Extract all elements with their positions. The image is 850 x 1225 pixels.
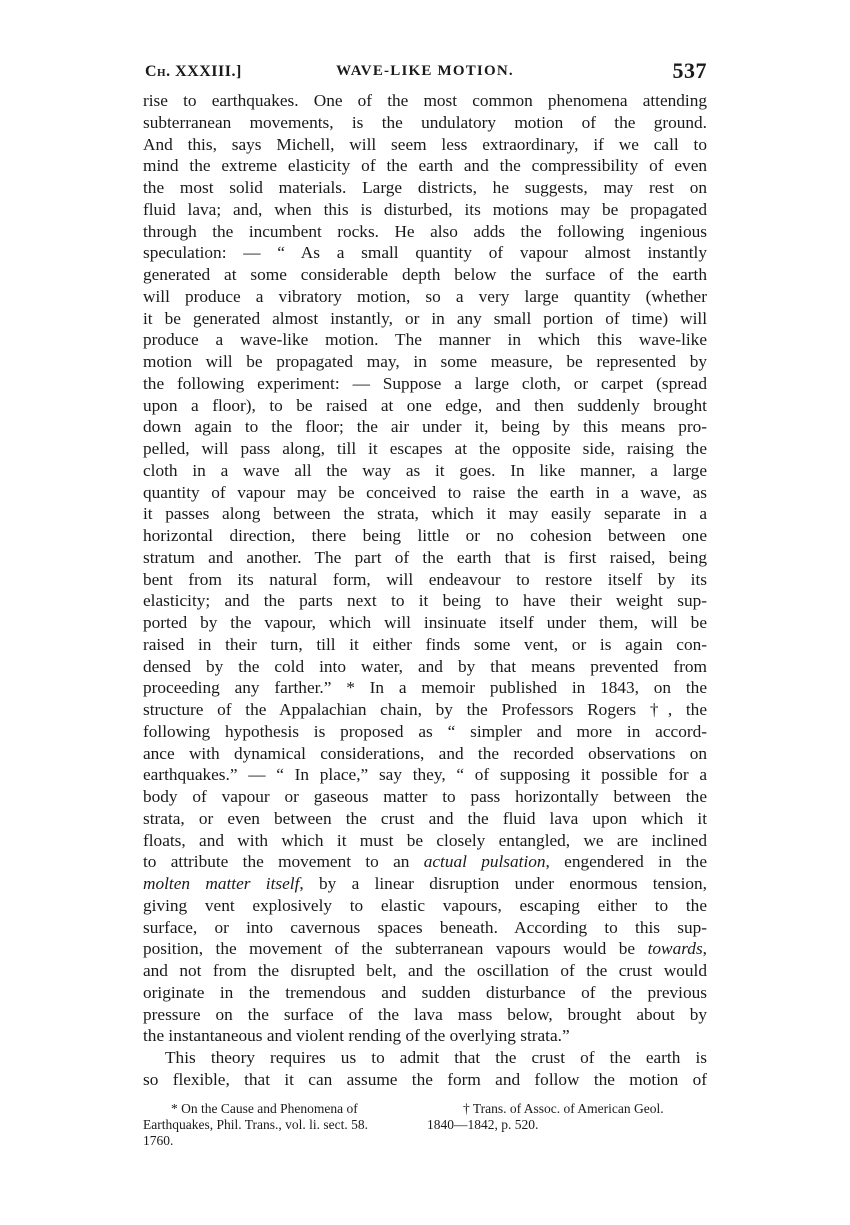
footnote-asterisk — [143, 1101, 423, 1149]
text-line: elasticity; and the parts next to it being to have their weight sup- — [143, 591, 707, 611]
running-header — [143, 56, 707, 90]
text-line: the most solid materials. Large districts, he suggests, may rest on — [143, 178, 707, 197]
text-line: giving vent explosively to elastic vapours, escaping either to the — [143, 895, 707, 915]
paragraph-1 — [143, 90, 707, 1047]
text-line: densed by the cold into water, and by that means prevented from — [143, 656, 707, 676]
text-line: produce a wave-like motion. The manner in which this wave-like — [143, 330, 707, 350]
text-line: surface, or into cavernous spaces beneath. According to this sup- — [143, 917, 707, 937]
text-line: will produce a vibratory motion, so a very large quantity (whether — [143, 286, 707, 306]
text-line: it be generated almost instantly, or in any small portion of time) will — [143, 308, 707, 328]
text-line: down again to the floor; the air under it, being by this means pro- — [143, 417, 707, 437]
text-line: stratum and another. The part of the earth that is first raised, being — [143, 547, 707, 567]
page-heading: WAVE-LIKE MOTION. — [336, 63, 514, 79]
text-line: following hypothesis is proposed as “ simpler and more in accord- — [143, 721, 707, 741]
text-line: originate in the tremendous and sudden disturbance of the previous — [143, 982, 707, 1002]
text-line: the following experiment: — Suppose a large cloth, or carpet (spread — [143, 373, 707, 393]
footnote-line: * On the Cause and Phenomena of — [171, 1100, 358, 1116]
text-line: mind the extreme elasticity of the earth and the compressibility of even — [143, 156, 707, 176]
text-line: horizontal direction, there being little or no cohesion between one — [143, 526, 707, 545]
footnote-line: 1840—1842, p. 520. — [427, 1116, 539, 1132]
footnotes — [143, 1101, 707, 1161]
text-line: motion will be propagated may, in some measure, be represented by — [143, 352, 707, 371]
text-line: structure of the Appalachian chain, by the Professors Rogers †, the — [143, 700, 707, 719]
text-fragment: , by a linear disruption under enormous tension, — [299, 874, 707, 893]
text-line: This theory requires us to admit that the crust of the earth is — [165, 1048, 707, 1067]
text-line: floats, and with which it must be closely entangled, we are inclined — [143, 830, 707, 850]
main-text — [143, 90, 707, 1091]
text-line — [143, 851, 707, 873]
text-line: pelled, will pass along, till it escapes at the opposite side, raising the — [143, 439, 707, 458]
page-number: 537 — [672, 58, 707, 83]
text-line: pressure on the surface of the lava mass below, brought about by — [143, 1004, 707, 1024]
text-fragment: position, the movement of the subterranean vapours would be — [143, 939, 648, 959]
emphasis-text: actual pulsation — [423, 852, 546, 872]
emphasis-text: towards — [647, 939, 703, 959]
text-line: proceeding any farther.” * In a memoir published in 1843, on the — [143, 678, 707, 698]
text-line — [143, 938, 707, 960]
text-line: And this, says Michell, will seem less extraordinary, if we call to — [143, 134, 707, 154]
paragraph-2 — [143, 1047, 707, 1091]
text-fragment: , — [702, 939, 707, 959]
emphasis-text: molten matter itself — [143, 874, 300, 893]
text-line: subterranean movements, is the undulatory motion of the ground. — [143, 112, 707, 132]
text-line — [143, 873, 707, 895]
text-line: earthquakes.” — “ In place,” say they, “ of supposing it possible for a — [143, 765, 707, 785]
text-fragment: to attribute the movement to an — [143, 852, 424, 872]
text-line: fluid lava; and, when this is disturbed, its motions may be propagated — [143, 199, 707, 219]
text-line: generated at some considerable depth below the surface of the earth — [143, 265, 707, 284]
text-fragment: , engendered in the — [545, 852, 707, 872]
text-line: bent from its natural form, will endeavour to restore itself by its — [143, 569, 707, 589]
text-line: speculation: — “ As a small quantity of vapour almost instantly — [143, 243, 707, 263]
text-line: strata, or even between the crust and the fluid lava upon which it — [143, 808, 707, 828]
footnote-dagger — [427, 1101, 717, 1133]
chapter-label: Ch. XXXIII.] — [145, 63, 242, 80]
text-line: rise to earthquakes. One of the most common phenomena attending — [143, 91, 707, 110]
text-line: and not from the disrupted belt, and the oscillation of the crust would — [143, 961, 707, 980]
text-line: ance with dynamical considerations, and the recorded observations on — [143, 743, 707, 763]
text-line: raised in their turn, till it either finds some vent, or is again con- — [143, 634, 707, 654]
text-line: through the incumbent rocks. He also adds the following ingenious — [143, 221, 707, 241]
text-line: ported by the vapour, which will insinuate itself under them, will be — [143, 613, 707, 632]
text-line: upon a floor), to be raised at one edge, and then suddenly brought — [143, 395, 707, 415]
text-line: quantity of vapour may be conceived to raise the earth in a wave, as — [143, 482, 707, 502]
text-line: cloth in a wave all the way as it goes. In like manner, a large — [143, 460, 707, 480]
footnote-line: Earthquakes, Phil. Trans., vol. li. sect. 58. — [143, 1116, 368, 1132]
footnote-line: 1760. — [143, 1132, 174, 1148]
text-line: it passes along between the strata, which it may easily separate in a — [143, 504, 707, 524]
text-line: so flexible, that it can assume the form and follow the motion of — [143, 1069, 707, 1089]
book-page — [143, 56, 707, 1161]
text-line: the instantaneous and violent rending of the overlying strata.” — [143, 1026, 570, 1046]
footnote-line: † Trans. of Assoc. of American Geol. — [463, 1100, 664, 1116]
text-line: body of vapour or gaseous matter to pass horizontally between the — [143, 787, 707, 806]
